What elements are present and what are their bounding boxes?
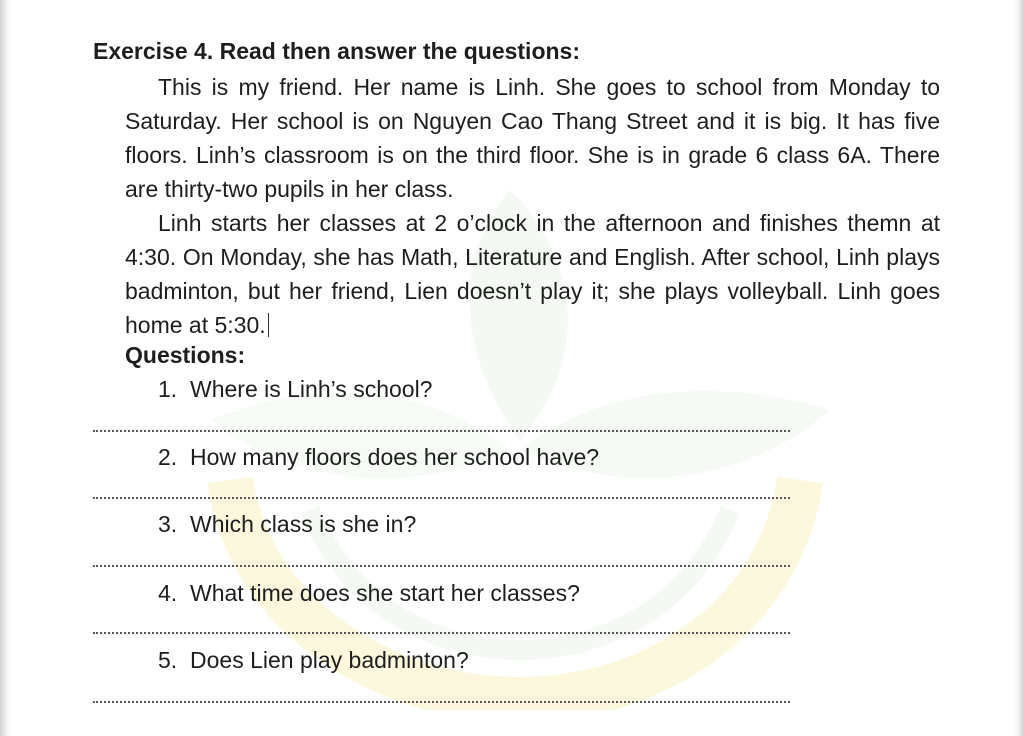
question-item-5 <box>158 647 469 674</box>
question-number: 2. <box>158 444 178 470</box>
question-text: What time does she start her classes? <box>190 580 580 606</box>
page-shadow-right <box>1014 0 1024 736</box>
question-text: Does Lien play badminton? <box>190 647 469 673</box>
answer-line-5[interactable] <box>93 701 790 703</box>
answer-line-1[interactable] <box>93 430 790 432</box>
question-item-2 <box>158 444 599 471</box>
question-number: 4. <box>158 580 178 606</box>
exercise-title: Exercise 4. Read then answer the questions: <box>93 38 580 64</box>
answer-line-4[interactable] <box>93 632 790 634</box>
question-item-4 <box>158 580 580 607</box>
question-number: 3. <box>158 511 178 537</box>
answer-line-3[interactable] <box>93 565 790 567</box>
answer-line-2[interactable] <box>93 497 790 499</box>
question-item-1 <box>158 376 432 403</box>
question-text: How many floors does her school have? <box>190 444 600 470</box>
reading-paragraph-2-text: Linh starts her classes at 2 o’clock in the afternoon and finishes themn at 4:30. On Monday, she has Math, Literature and English. After school, Linh plays badminton, but her friend, Lien doesn’t play it; she plays volleyball. Linh goes home at 5:30. <box>125 210 940 338</box>
reading-paragraph-2 <box>125 206 940 342</box>
question-number: 5. <box>158 647 178 673</box>
reading-paragraph-1: This is my friend. Her name is Linh. She goes to school from Monday to Saturday. Her school is on Nguyen Cao Thang Street and it is big. It has five floors. Linh’s classroom is on the third floor. She is in grade 6 class 6A. There are thirty-two pupils in her class. <box>125 74 940 202</box>
page-shadow-left <box>0 0 12 736</box>
question-number: 1. <box>158 376 178 402</box>
text-cursor <box>268 313 269 337</box>
question-item-3 <box>158 511 416 538</box>
question-text: Which class is she in? <box>190 511 417 537</box>
question-text: Where is Linh’s school? <box>190 376 433 402</box>
questions-heading: Questions: <box>125 342 246 368</box>
